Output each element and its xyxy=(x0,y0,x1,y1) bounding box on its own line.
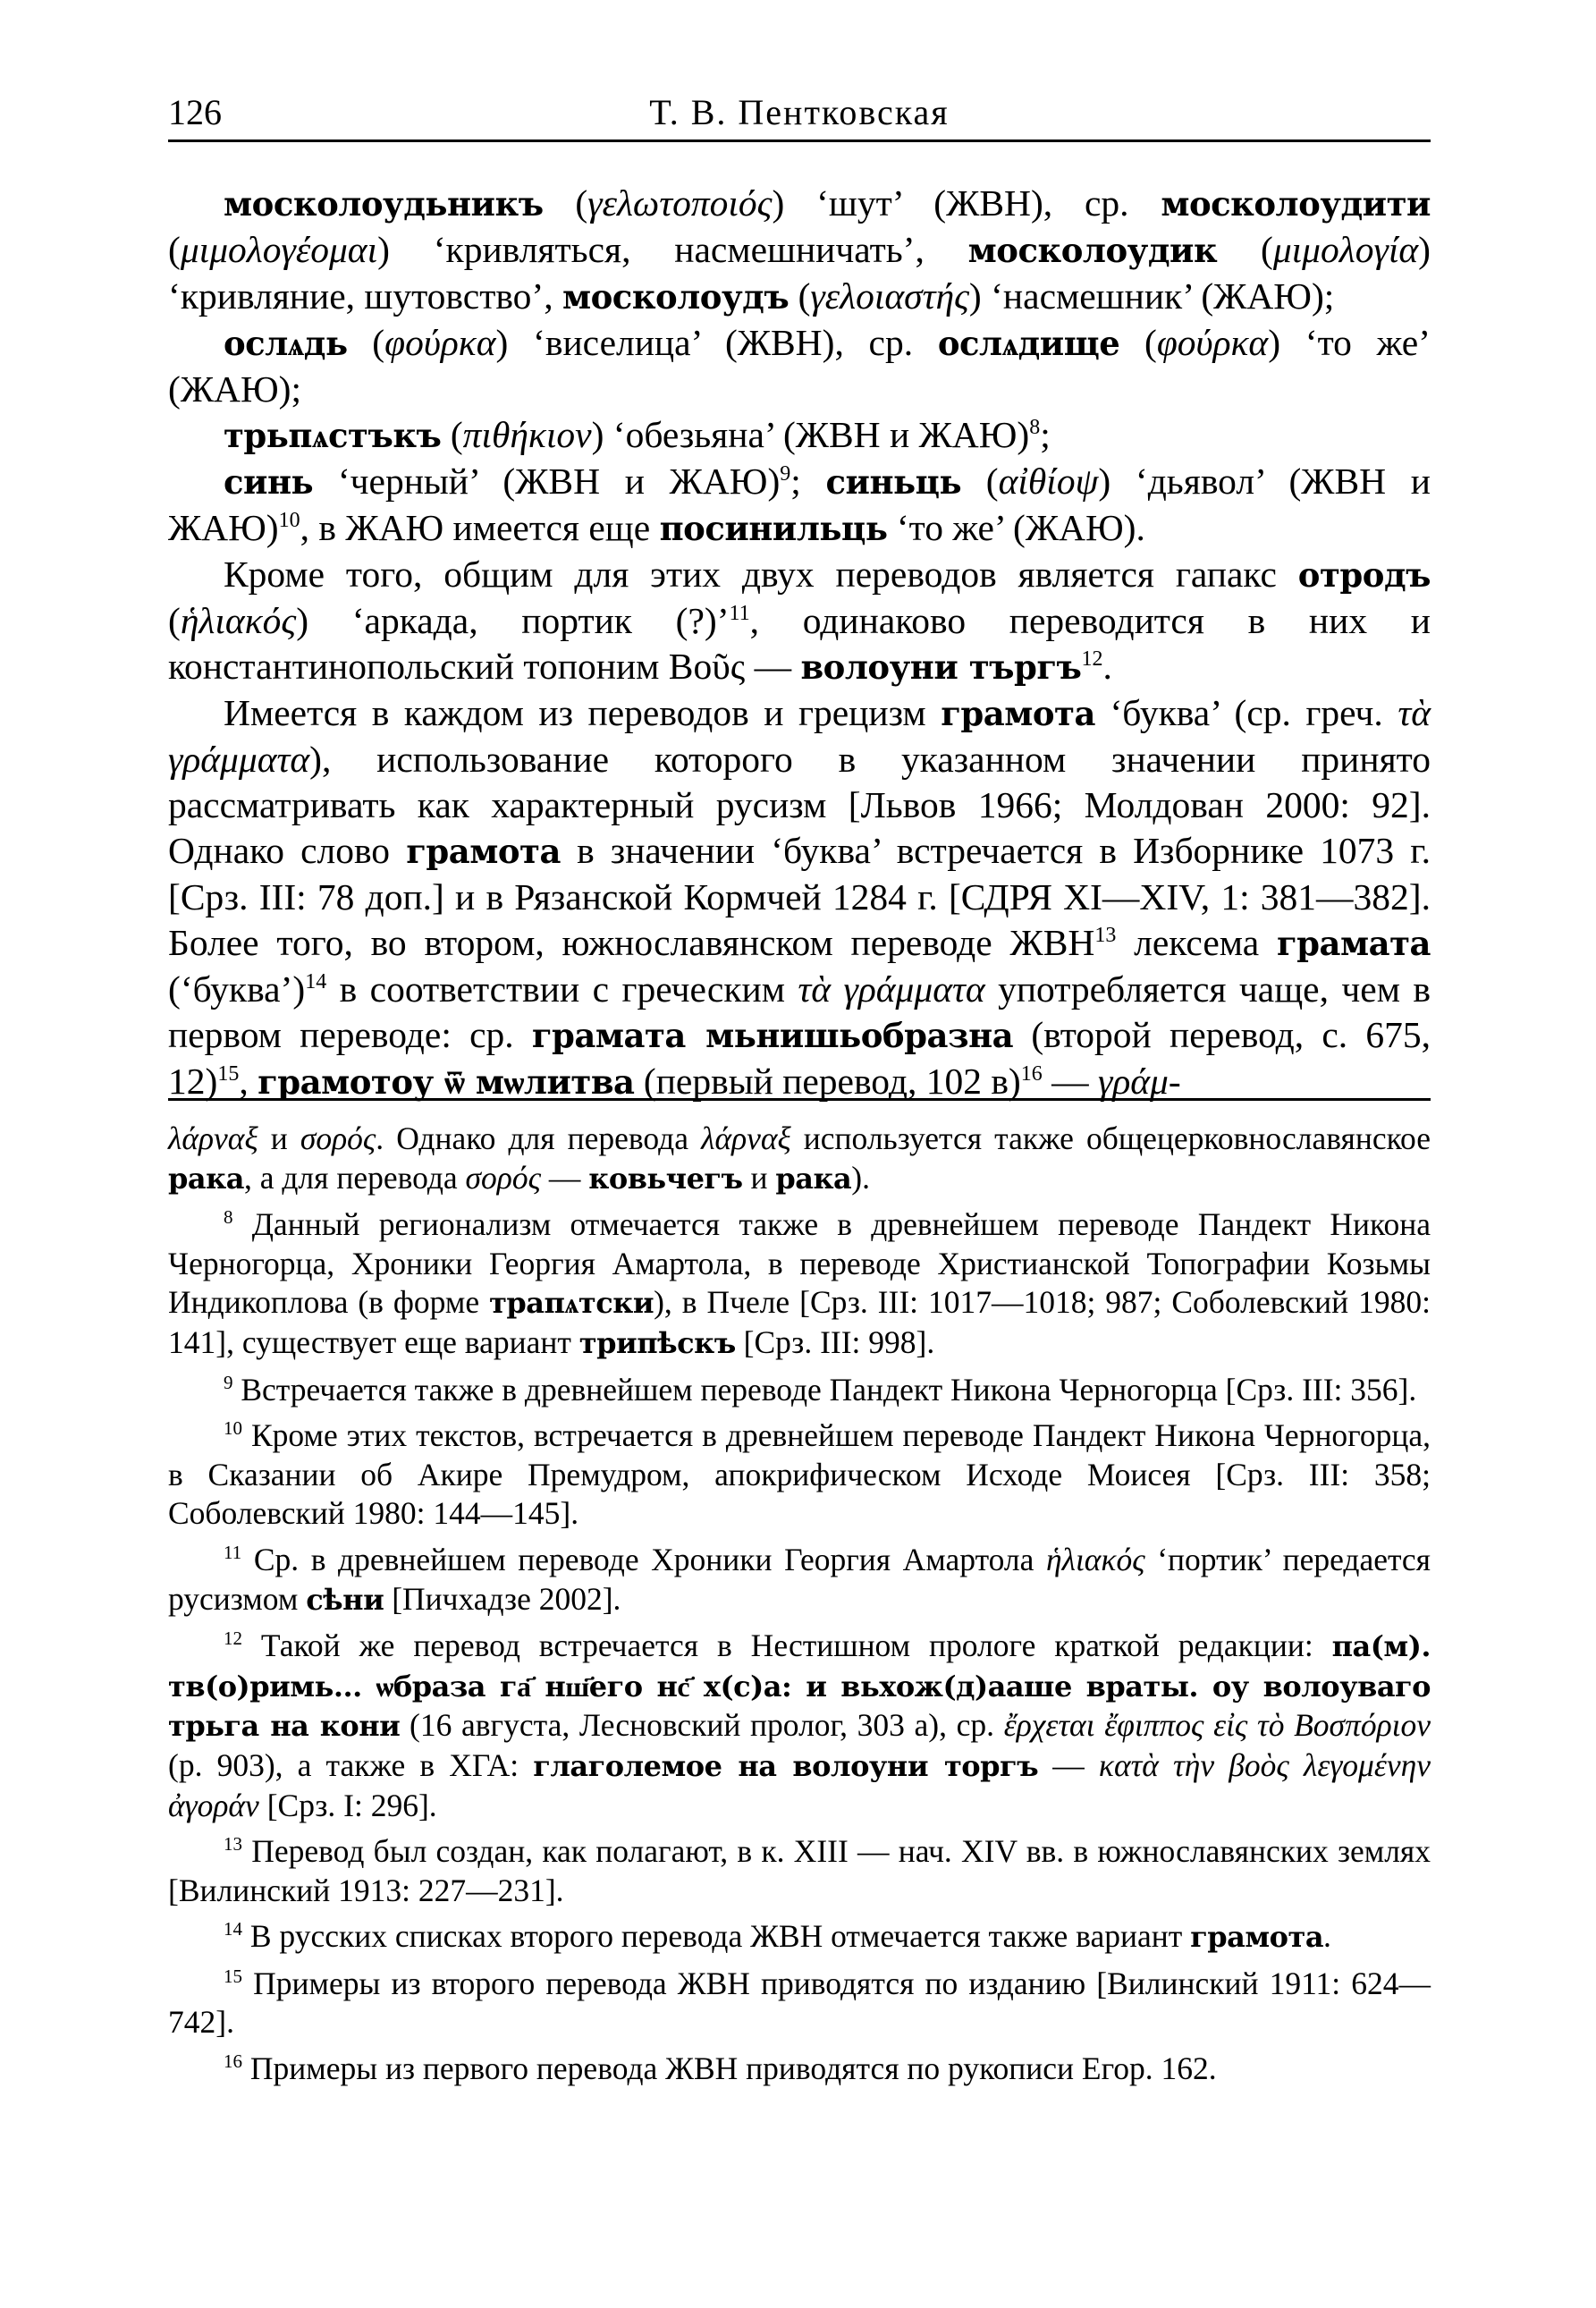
text-run: Встречается также в древнейшем переводе Пандект Никона Черногорца [Срз. III: 356]. xyxy=(232,1371,1417,1408)
slavonic-term: ослѧдь xyxy=(224,324,348,363)
slavonic-term: грамота xyxy=(941,694,1095,733)
footnote-ref: 9 xyxy=(780,462,791,486)
text-run: ). xyxy=(851,1159,870,1196)
text-run: Ср. в древнейшем переводе Хроники Георгия Амартола xyxy=(241,1541,1046,1577)
text-run: Такой же перевод встречается в Нестишном прологе краткой редакции: xyxy=(242,1627,1332,1664)
greek-term: φούρκα xyxy=(1156,322,1269,363)
slavonic-term: посинильць xyxy=(659,509,888,548)
slavonic-term: москолоудити xyxy=(1161,184,1431,224)
text-run: лексема xyxy=(1116,922,1277,963)
text-run: [Срз. III: 998]. xyxy=(735,1323,935,1360)
main-text xyxy=(168,181,1431,1105)
text-run: — xyxy=(1042,1061,1098,1102)
greek-term: λάρναξ xyxy=(701,1120,791,1156)
text-run: в значении ‘буква’ встречается в Изборнике 1073 г. [Срз. III: 78 доп.] и в Рязанской Кормчей 1284 г. [СДРЯ XI—XIV, 1: 381—382]. Более того, во втором, южнославянском переводе ЖВН xyxy=(168,830,1431,963)
text-run: Перевод был создан, как полагают, в к. XIII — нач. XIV вв. в южнославянских землях [Вилинский 1913: 227—231]. xyxy=(168,1833,1431,1908)
slavonic-term: трапѧтски xyxy=(489,1286,654,1321)
text-run: , xyxy=(239,1061,258,1102)
footnote-ref: 15 xyxy=(224,1966,242,1988)
greek-term: γελοιαστής xyxy=(810,275,969,317)
glossary-entry xyxy=(168,412,1431,459)
greek-term: σορός xyxy=(300,1120,376,1156)
text-run: Кроме этих текстов, встречается в древнейшем переводе Пандект Никона Черногорца, в Сказании об Акире Премудром, апокрифическом Исходе Моисея [Срз. III: 358; Соболевский 1980: 144—145]. xyxy=(168,1417,1431,1532)
slavonic-term: рака xyxy=(168,1161,244,1196)
footnote-ref: 13 xyxy=(1094,924,1117,948)
greek-term: γελωτοποιός xyxy=(587,182,773,224)
slavonic-term: глаголемое на волоуни торгъ xyxy=(533,1748,1039,1783)
text-run: [Пичхадзе 2002]. xyxy=(384,1580,621,1617)
footnote-ref: 14 xyxy=(305,970,327,994)
glossary-entry xyxy=(168,459,1431,552)
slavonic-term: грамотоу ѿ мѡлитва xyxy=(258,1062,635,1102)
text-run: ‘черный’ (ЖВН и ЖАЮ) xyxy=(313,461,781,502)
text-run: ‘то же’ (ЖАЮ). xyxy=(887,507,1145,548)
text-run: ( xyxy=(441,414,463,455)
page-header xyxy=(168,89,1431,142)
text-run: , а для перевода xyxy=(243,1159,466,1196)
text-run: В русских списках второго перевода ЖВН отмечается также вариант xyxy=(242,1918,1191,1955)
footnote-16 xyxy=(168,2050,1431,2089)
footnote-15 xyxy=(168,1965,1431,2042)
footnote-13 xyxy=(168,1832,1431,1910)
footnote-ref: 10 xyxy=(278,509,300,533)
text-run: — xyxy=(540,1159,589,1196)
footnote-ref: 12 xyxy=(224,1627,242,1650)
footnote-ref: 10 xyxy=(224,1417,242,1440)
footnote-continuation xyxy=(168,1120,1431,1198)
text-run: — xyxy=(1038,1746,1099,1783)
text-run: Имеется в каждом из переводов и грецизм xyxy=(224,692,942,733)
running-head: Т. В. Пентковская xyxy=(649,92,950,132)
slavonic-term: па(м). тв(о)римь... ѡбраза га҃ нш҃его нс҃ х(с)а: и вьхож(д)ааше враты. оу волоуваго трьга на кони xyxy=(168,1629,1431,1744)
slavonic-term: москолоудъ xyxy=(562,277,790,317)
text-run: , одинаково переводится в них и константинопольский топоним Βοῦς — xyxy=(168,600,1431,687)
text-run: Данный регионализм отмечается также в древнейшем переводе Пандект Никона Черногорца, Хроники Георгия Амартола, в переводе Христианской Топографии Козьмы Индикоплова (в форме xyxy=(168,1206,1431,1321)
text-run: ; xyxy=(1040,414,1051,455)
slavonic-term: москолоудик xyxy=(967,231,1218,270)
text-run: . Однако для перевода xyxy=(376,1120,702,1156)
slavonic-term: грамота xyxy=(406,832,561,871)
text-run: и xyxy=(742,1159,776,1196)
text-run: ‘портик’ передается русизмом xyxy=(168,1541,1431,1617)
text-run: ( xyxy=(1217,229,1273,270)
text-run: ) ‘обезьяна’ (ЖВН и ЖАЮ) xyxy=(591,414,1030,455)
slavonic-term: грамота xyxy=(1190,1920,1324,1955)
footnote-ref: 16 xyxy=(224,2050,242,2073)
text-run: ), в Пчеле [Срз. III: 1017—1018; 987; Соболевский 1980: 141], существует еще вариант xyxy=(168,1284,1431,1360)
text-run: ) ‘насмешник’ (ЖАЮ); xyxy=(968,275,1335,317)
text-run: ) ‘дьявол’ (ЖВН и ЖАЮ) xyxy=(168,461,1431,548)
text-run: ) ‘кривляться, насмешничать’, xyxy=(377,229,968,270)
text-run: ) ‘шут’ (ЖВН), ср. xyxy=(772,182,1161,224)
text-run: . xyxy=(1102,646,1112,687)
text-run: (р. 903), а также в ХГА: xyxy=(168,1746,534,1783)
slavonic-term: сѣни xyxy=(306,1582,384,1617)
text-run: ) ‘то же’ (ЖАЮ); xyxy=(168,322,1431,410)
greek-term: τὰ γράμματα xyxy=(798,968,985,1010)
slavonic-term: ковьчегъ xyxy=(588,1161,743,1196)
text-run: ( xyxy=(789,275,811,317)
text-run: употребляется чаще, чем в первом переводе: ср. xyxy=(168,968,1431,1055)
footnote-ref: 13 xyxy=(224,1833,242,1856)
text-run: (первый перевод, 102 в) xyxy=(634,1061,1021,1102)
text-run: [Срз. I: 296]. xyxy=(258,1787,437,1823)
text-run: ( xyxy=(347,322,385,363)
text-run: ( xyxy=(1119,322,1157,363)
slavonic-term: синь xyxy=(224,462,314,502)
text-run: ) ‘виселица’ (ЖВН), ср. xyxy=(495,322,938,363)
footnote-9 xyxy=(168,1371,1431,1410)
text-run: используется также общецерковнославянское xyxy=(790,1120,1431,1156)
text-run: ( xyxy=(168,229,181,270)
slavonic-term: грамата мьнишьобразна xyxy=(531,1016,1014,1055)
greek-term: τὰ γράμματα xyxy=(168,692,1431,780)
text-run: Примеры из второго перевода ЖВН приводятся по изданию [Вилинский 1911: 624—742]. xyxy=(168,1965,1431,2041)
text-run: ) ‘аркада, портик (?)’ xyxy=(296,600,730,641)
greek-term: ἡλιακός xyxy=(180,600,297,641)
glossary-entry xyxy=(168,320,1431,412)
footnotes xyxy=(168,1120,1431,2096)
text-run: ; xyxy=(790,461,826,502)
footnote-8 xyxy=(168,1205,1431,1363)
slavonic-term: трьпѧстъкъ xyxy=(224,416,442,455)
text-run: ( xyxy=(543,182,588,224)
text-run: ( xyxy=(168,600,181,641)
text-run: Кроме того, общим для этих двух переводов является гапакс xyxy=(224,554,1298,595)
footnote-11 xyxy=(168,1541,1431,1619)
text-run: , в ЖАЮ имеется еще xyxy=(300,507,660,548)
text-run: ( xyxy=(961,461,999,502)
slavonic-term: москолоудьникъ xyxy=(224,184,544,224)
text-run: в соответствии с греческим xyxy=(326,968,798,1010)
footnote-10 xyxy=(168,1416,1431,1534)
footnote-separator xyxy=(168,1098,1431,1101)
slavonic-term: отродъ xyxy=(1297,555,1431,595)
greek-term: πιθήκιον xyxy=(462,414,592,455)
footnote-ref: 11 xyxy=(729,602,750,626)
greek-term: αἰθίοψ xyxy=(998,461,1099,502)
footnote-ref: 9 xyxy=(224,1371,233,1393)
greek-term: σορός xyxy=(465,1159,541,1196)
footnote-14 xyxy=(168,1917,1431,1957)
slavonic-term: трипѣскъ xyxy=(578,1325,736,1360)
slavonic-term: синьць xyxy=(825,462,962,502)
footnote-ref: 14 xyxy=(224,1918,242,1940)
text-run: Примеры из первого перевода ЖВН приводятся по рукописи Егор. 162. xyxy=(242,2050,1217,2087)
greek-term: ἡλιακός xyxy=(1045,1541,1145,1577)
footnote-ref: 8 xyxy=(1029,416,1041,440)
greek-term: φούρκα xyxy=(384,322,496,363)
greek-term: ἔρχεται ἔφιππος εἰς τὸ Βοσπόριον xyxy=(1003,1707,1431,1744)
text-run: (16 августа, Лесновский пролог, 303 а), ср. xyxy=(400,1707,1004,1744)
page-number: 126 xyxy=(168,92,222,132)
greek-term: κατὰ τὴν βοὸς λεγομένην ἀγοράν xyxy=(168,1746,1431,1823)
greek-term: λάρναξ xyxy=(168,1120,258,1156)
greek-term: γράμ- xyxy=(1098,1061,1181,1102)
body-paragraph xyxy=(168,690,1431,1105)
slavonic-term: волоуни търгъ xyxy=(800,647,1082,687)
body-paragraph xyxy=(168,552,1431,690)
slavonic-term: грамата xyxy=(1276,924,1431,963)
text-run: и xyxy=(258,1120,300,1156)
footnote-12 xyxy=(168,1627,1431,1825)
footnote-ref: 12 xyxy=(1081,647,1103,672)
glossary-entry xyxy=(168,181,1431,320)
text-run: (второй перевод, с. 675, 12) xyxy=(168,1014,1431,1102)
footnote-ref: 11 xyxy=(224,1542,242,1564)
slavonic-term: рака xyxy=(775,1161,852,1196)
footnote-ref: 8 xyxy=(224,1206,233,1229)
text-run: ) ‘кривляние, шутовство’, xyxy=(168,229,1431,317)
text-run: ), использование которого в указанном значении принято рассматривать как характерный русизм [Львов 1966; Молдован 2000: 92]. Однако слово xyxy=(168,739,1431,871)
slavonic-term: ослѧдище xyxy=(937,324,1120,363)
greek-term: μιμολογέομαι xyxy=(180,229,378,270)
text-run: . xyxy=(1323,1918,1331,1955)
greek-term: μιμολογία xyxy=(1272,229,1419,270)
text-run: (‘буква’) xyxy=(168,968,306,1010)
footnote-ref: 16 xyxy=(1020,1062,1043,1086)
footnote-ref: 15 xyxy=(217,1062,240,1086)
text-run: ‘буква’ (ср. греч. xyxy=(1094,692,1398,733)
